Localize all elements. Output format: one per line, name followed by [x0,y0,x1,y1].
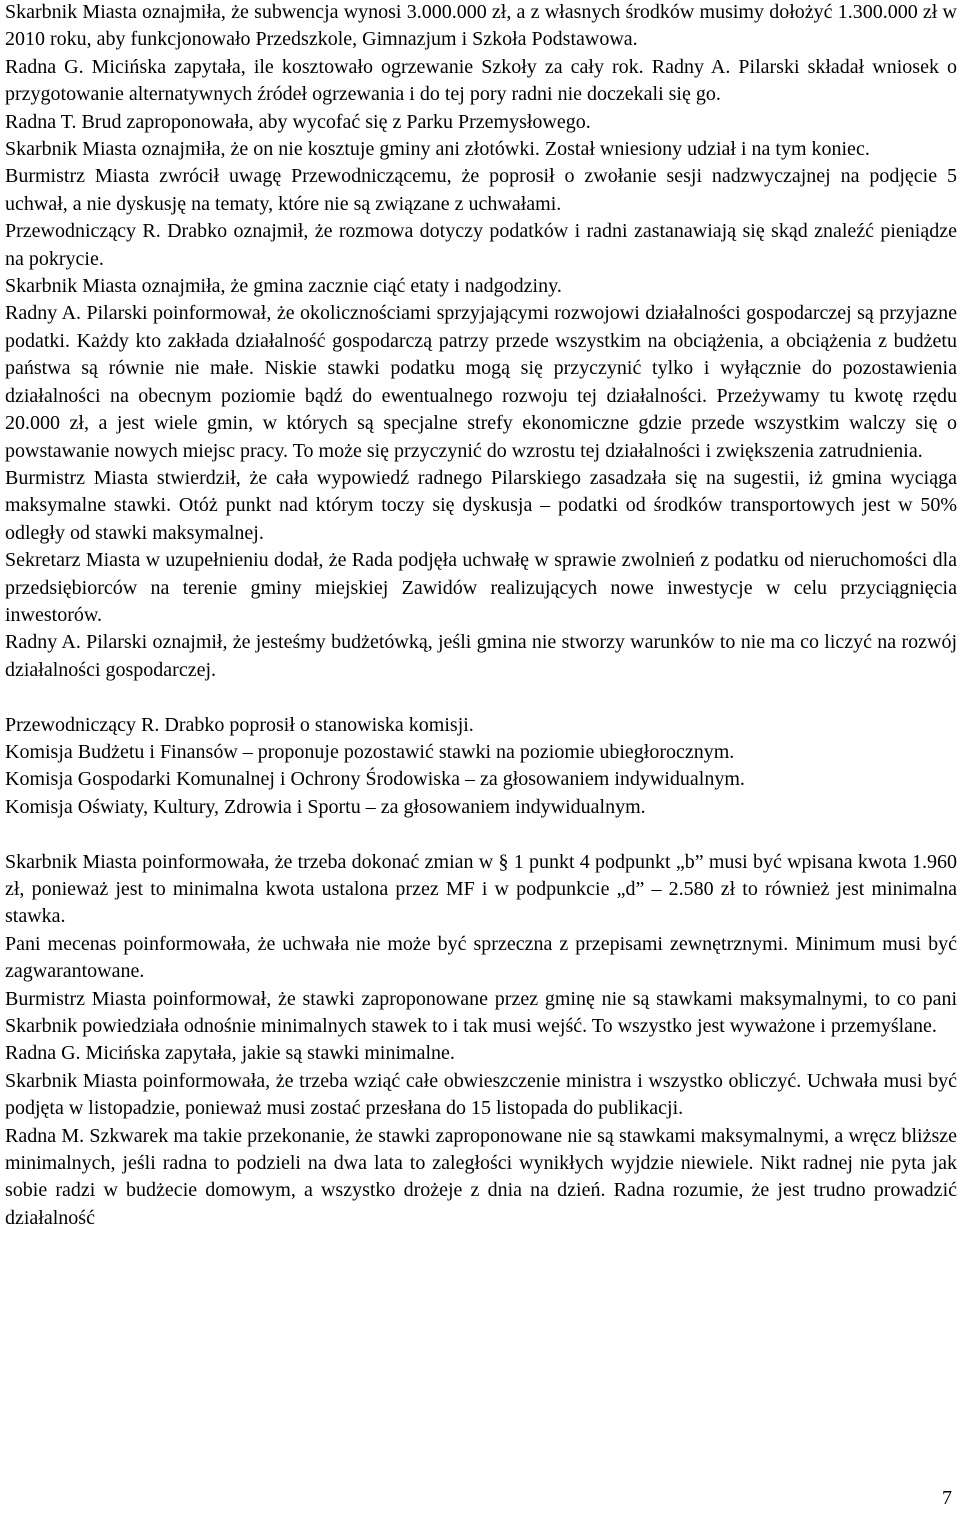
paragraph-heating-question: Radna G. Micińska zapytała, ile kosztowało ogrzewanie Szkoły za cały rok. Radny A. Pilarski składał wniosek o przygotowanie alternatywnych źródeł ogrzewania i do tej pory radni nie doczekali się go. [5,55,957,106]
paragraph-mayor-rates: Burmistrz Miasta stwierdził, że cała wypowiedź radnego Pilarskiego zasadzała się na sugestii, iż gmina wyciąga maksymalne stawki. Otóż punkt nad którym toczy się dyskusja – podatki od środków transportowych jest w 50% odległy od stawki maksymalnej. [5,466,957,544]
page-number: 7 [942,1487,952,1509]
paragraph-szkwarek: Radna M. Szkwarek ma takie przekonanie, że stawki zaproponowane nie są stawkami maksymalnymi, a wręcz bliższe minimalnych, jeśli radna to podzieli na dwa lata to zaległości wynikłych wyjdzie niewiele. Nikt radnej nie pyta jak sobie radzi w budżecie domowym, a wszystko drożeje z dnia na dzień. Radna rozumie, że jest trudno prowadzić działalność [5,1124,957,1229]
paragraph-cuts: Skarbnik Miasta oznajmiła, że gmina zacznie ciąć etaty i nadgodziny. [5,275,562,298]
document-page [5,0,957,1232]
paragraph-lawyer: Pani mecenas poinformowała, że uchwała nie może być sprzeczna z przepisami zewnętrznymi. Minimum musi być zagwarantowane. [5,932,957,983]
paragraph-minimum-question: Radna G. Micińska zapytała, jakie są stawki minimalne. [5,1042,455,1065]
paragraph-chairman-taxes: Przewodniczący R. Drabko oznajmił, że rozmowa dotyczy podatków i radni zastanawiają się skąd znaleźć pieniądze na pokrycie. [5,220,957,270]
paragraph-industrial-park: Radna T. Brud zaproponowała, aby wycofać się z Parku Przemysłowego. [5,110,591,133]
paragraph-mayor-remark: Burmistrz Miasta zwrócił uwagę Przewodniczącemu, że poprosił o zwołanie sesji nadzwyczajnej na podjęcie 5 uchwał, a nie dyskusję na tematy, które nie są związane z uchwałami. [5,165,957,215]
paragraph-treasurer-changes: Skarbnik Miasta poinformowała, że trzeba dokonać zmian w § 1 punkt 4 podpunkt „b” musi być wpisana kwota 1.960 zł, ponieważ jest to minimalna kwota ustalona przez MF i w podpunkcie „d” – 2.580 zł to również jest minimalna stawka. [5,850,957,928]
paragraph-secretary: Sekretarz Miasta w uzupełnieniu dodał, że Rada podjęła uchwałę w sprawie zwolnień z podatku od nieruchomości dla przedsiębiorców na terenie gminy miejskiej Zawidów realizujących nowe inwestycje w celu przyciągnięcia inwestorów. [5,549,957,626]
paragraph-pilarski-budget: Radny A. Pilarski oznajmił, że jesteśmy budżetówką, jeśli gmina nie stworzy warunków to nie ma co liczyć na rozwój działalności gospodarczej. [5,631,957,681]
paragraph-park-cost: Skarbnik Miasta oznajmiła, że on nie kosztuje gminy ani złotówki. Został wniesiony udział i na tym koniec. [5,138,870,161]
paragraph-subsidy: Skarbnik Miasta oznajmiła, że subwencja wynosi 3.000.000 zł, a z własnych środków musimy dołożyć 1.300.000 zł w 2010 roku, aby funkcjonowało Przedszkole, Gimnazjum i Szkoła Podstawowa. [5,1,957,51]
paragraph-committee-education: Komisja Oświaty, Kultury, Zdrowia i Sportu – za głosowaniem indywidualnym. [5,795,646,818]
paragraph-committee-budget: Komisja Budżetu i Finansów – proponuje pozostawić stawki na poziomie ubiegłorocznym. [5,740,735,763]
paragraph-pilarski-taxes: Radny A. Pilarski poinformował, że okolicznościami sprzyjającymi rozwojowi działalności gospodarczej są przyjazne podatki. Każdy kto zakłada działalność gospodarczą patrzy przede wszystkim na obciążenia, a obciążenia z budżetu państwa są równie nie małe. Niskie stawki podatku mogą się przyczynić tylko i wyłącznie do pozostawienia działalności na obecnym poziomie bądź do ewentualnego rozwoju tej działalności. Przeżywamy tu kwotę rzędu 20.000 zł, a jest wiele gmin, w których są specjalne strefy ekonomiczne gdzie przede wszystkim walczy się o powstawanie nowych miejsc pracy. To może się przyczynić do wzrostu tej działalności i zwiększenia zatrudnienia. [5,302,957,462]
paragraph-committee-request: Przewodniczący R. Drabko poprosił o stanowiska komisji. [5,713,474,736]
paragraph-committee-economy: Komisja Gospodarki Komunalnej i Ochrony Środowiska – za głosowaniem indywidualnym. [5,768,745,791]
paragraph-treasurer-calc: Skarbnik Miasta poinformowała, że trzeba wziąć całe obwieszczenie ministra i wszystko obliczyć. Uchwała musi być podjęta w listopadzie, ponieważ musi zostać przesłana do 15 listopada do publikacji. [5,1069,957,1120]
paragraph-mayor-balanced: Burmistrz Miasta poinformował, że stawki zaproponowane przez gminę nie są stawkami maksymalnymi, to co pani Skarbnik powiedziała odnośnie minimalnych stawek to i tak musi wejść. To wszystko jest wyważone i przemyślane. [5,987,957,1037]
